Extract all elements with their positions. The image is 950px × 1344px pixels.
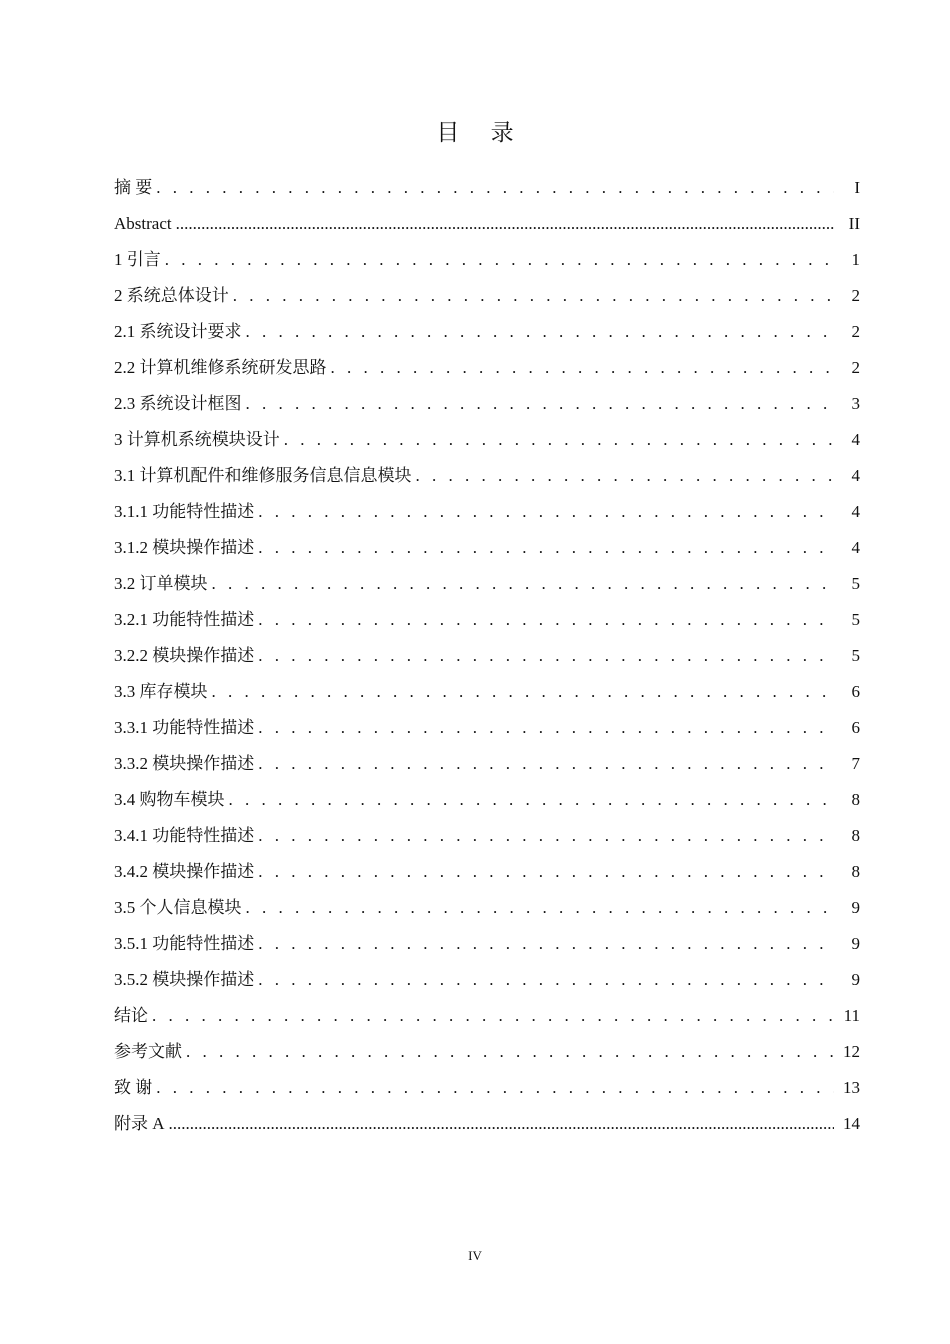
toc-entry-label: 2.2 计算机维修系统研发思路 (114, 358, 327, 377)
toc-entry-page-number: 8 (851, 862, 860, 881)
toc-entry[interactable] (114, 354, 860, 390)
page-number: IV (468, 1248, 482, 1263)
toc-entry-page-number: 4 (851, 430, 860, 449)
toc-entry-page-number: I (854, 178, 860, 197)
toc-entry[interactable] (114, 642, 860, 678)
toc-entry[interactable] (114, 1002, 860, 1038)
toc-dot-leader (212, 570, 835, 598)
toc-entry[interactable] (114, 462, 860, 498)
toc-entry[interactable] (114, 282, 860, 318)
toc-entry[interactable] (114, 750, 860, 786)
toc-dot-leader (258, 606, 834, 634)
toc-dot-leader (186, 1038, 834, 1066)
toc-entry[interactable] (114, 426, 860, 462)
toc-entry-page-number: 6 (851, 718, 860, 737)
toc-entry[interactable] (114, 894, 860, 930)
toc-entry[interactable] (114, 714, 860, 750)
toc-entry-label: 3.5.2 模块操作描述 (114, 970, 255, 989)
toc-dot-leader (152, 1002, 834, 1030)
toc-dot-leader (258, 534, 834, 562)
toc-dot-leader (246, 390, 835, 418)
toc-entry-page-number: 8 (851, 826, 860, 845)
toc-dot-leader (258, 966, 834, 994)
toc-entry-page-number: 13 (843, 1078, 860, 1097)
toc-entry[interactable] (114, 858, 860, 894)
toc-dot-leader (169, 1110, 834, 1138)
toc-entry-label: 3.5 个人信息模块 (114, 898, 242, 917)
toc-entry-page-number: 9 (851, 898, 860, 917)
toc-entry-page-number: 8 (851, 790, 860, 809)
toc-entry-page-number: 5 (851, 574, 860, 593)
toc-entry[interactable] (114, 606, 860, 642)
toc-entry-label: 3.2.1 功能特性描述 (114, 610, 255, 629)
toc-entry-page-number: 1 (851, 250, 860, 269)
toc-dot-leader (165, 246, 834, 274)
toc-dot-leader (258, 930, 834, 958)
toc-entry[interactable] (114, 318, 860, 354)
toc-dot-leader (258, 714, 834, 742)
toc-entry-label: 3.2 订单模块 (114, 574, 208, 593)
toc-entry-label: 摘 要 (114, 178, 153, 197)
toc-entry-label: 2 系统总体设计 (114, 286, 229, 305)
toc-entry-page-number: 6 (851, 682, 860, 701)
toc-entry-label: 2.1 系统设计要求 (114, 322, 242, 341)
toc-entry-page-number: 9 (851, 934, 860, 953)
toc-entry[interactable] (114, 786, 860, 822)
toc-entry-page-number: 2 (851, 286, 860, 305)
toc-dot-leader (156, 174, 834, 202)
toc-entry-page-number: 5 (851, 610, 860, 629)
toc-entry-page-number: 2 (851, 322, 860, 341)
toc-entry-label: 附录 A (114, 1114, 165, 1133)
toc-dot-leader (416, 462, 835, 490)
toc-entry-label: 3.4 购物车模块 (114, 790, 225, 809)
toc-entry-page-number: 12 (843, 1042, 860, 1061)
toc-entry-label: 2.3 系统设计框图 (114, 394, 242, 413)
toc-entry-label: 参考文献 (114, 1042, 182, 1061)
toc-entry-page-number: 4 (851, 502, 860, 521)
toc-entry-label: 致 谢 (114, 1078, 153, 1097)
toc-dot-leader (233, 282, 834, 310)
toc-entry[interactable] (114, 174, 860, 210)
toc-dot-leader (246, 318, 835, 346)
toc-dot-leader (258, 858, 834, 886)
toc-entry-label: 3.3.2 模块操作描述 (114, 754, 255, 773)
toc-entry-page-number: 4 (851, 466, 860, 485)
toc-dot-leader (176, 210, 834, 238)
toc-entry-label: 3.5.1 功能特性描述 (114, 934, 255, 953)
toc-entry-page-number: 5 (851, 646, 860, 665)
toc-dot-leader (258, 750, 834, 778)
toc-entry[interactable] (114, 822, 860, 858)
toc-entry[interactable] (114, 678, 860, 714)
toc-entry-page-number: 2 (851, 358, 860, 377)
page-title: 目 录 (436, 120, 526, 146)
toc-entry-page-number: 11 (843, 1006, 860, 1025)
toc-entry[interactable] (114, 1110, 860, 1146)
toc-entry-label: 结论 (114, 1006, 148, 1025)
toc-entry[interactable] (114, 930, 860, 966)
toc-entry-label: 1 引言 (114, 250, 161, 269)
toc-entry-label: 3.4.2 模块操作描述 (114, 862, 255, 881)
table-of-contents (114, 174, 860, 1146)
toc-entry-label: 3.1 计算机配件和维修服务信息信息模块 (114, 466, 412, 485)
toc-entry-label: 3.3 库存模块 (114, 682, 208, 701)
toc-entry-page-number: 3 (851, 394, 860, 413)
toc-dot-leader (212, 678, 835, 706)
toc-entry[interactable] (114, 210, 860, 246)
toc-dot-leader (284, 426, 834, 454)
toc-dot-leader (246, 894, 835, 922)
toc-entry[interactable] (114, 246, 860, 282)
toc-entry-page-number: II (848, 214, 860, 233)
toc-dot-leader (258, 498, 834, 526)
toc-entry-page-number: 14 (843, 1114, 860, 1133)
toc-entry-label: 3.2.2 模块操作描述 (114, 646, 255, 665)
toc-entry-label: 3.1.1 功能特性描述 (114, 502, 255, 521)
toc-entry[interactable] (114, 966, 860, 1002)
toc-entry[interactable] (114, 1038, 860, 1074)
toc-entry[interactable] (114, 390, 860, 426)
toc-entry-page-number: 9 (851, 970, 860, 989)
toc-dot-leader (331, 354, 835, 382)
toc-entry-label: 3.4.1 功能特性描述 (114, 826, 255, 845)
toc-entry[interactable] (114, 1074, 860, 1110)
toc-entry-label: 3.1.2 模块操作描述 (114, 538, 255, 557)
toc-entry-page-number: 4 (851, 538, 860, 557)
toc-entry[interactable] (114, 570, 860, 606)
toc-dot-leader (229, 786, 835, 814)
toc-dot-leader (258, 822, 834, 850)
toc-entry[interactable] (114, 534, 860, 570)
toc-entry-label: 3 计算机系统模块设计 (114, 430, 280, 449)
toc-entry-label: Abstract (114, 214, 172, 233)
toc-entry-page-number: 7 (851, 754, 860, 773)
toc-dot-leader (258, 642, 834, 670)
toc-entry-label: 3.3.1 功能特性描述 (114, 718, 255, 737)
toc-dot-leader (156, 1074, 834, 1102)
toc-entry[interactable] (114, 498, 860, 534)
